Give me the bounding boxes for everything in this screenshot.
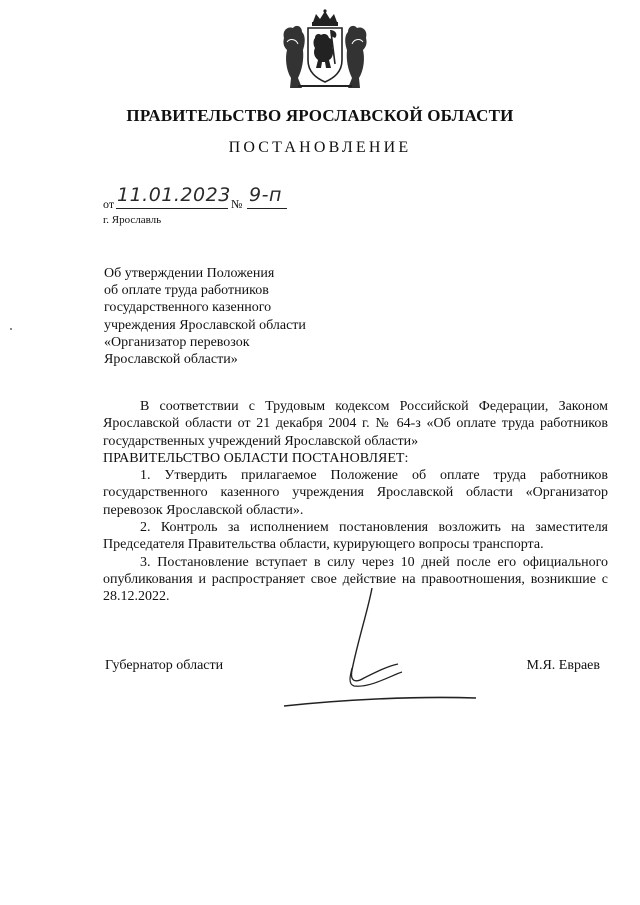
preamble-paragraph: В соответствии с Трудовым кодексом Российской Федерации, Законом Ярославской области от 21 декабря 2004 г. № 64-з «Об оплате труда работников государственных учреждений Ярославской области» bbox=[103, 399, 608, 449]
item-paragraph-1: 1. Утвердить прилагаемое Положение об оплате труда работников государственного казенного учреждения Ярославской области «Организатор перевозок Ярославской области». bbox=[103, 468, 608, 518]
subject-line: Ярославской области» bbox=[104, 352, 238, 368]
signatory-position: Губернатор области bbox=[105, 658, 224, 673]
dateline bbox=[103, 184, 303, 214]
subject-line: учреждения Ярославской области bbox=[104, 317, 306, 333]
scan-dot bbox=[10, 328, 12, 330]
organization-title: ПРАВИТЕЛЬСТВО ЯРОСЛАВСКОЙ ОБЛАСТИ bbox=[126, 106, 514, 125]
number-prefix: № bbox=[231, 197, 243, 211]
subject-line: Об утверждении Положения bbox=[104, 266, 275, 281]
subject-line: «Организатор перевозок bbox=[104, 334, 250, 350]
subject-line: об оплате труда работников bbox=[104, 283, 269, 299]
item-paragraph-2: 2. Контроль за исполнением постановления возложить на заместителя Председателя Правительства области, курирующего вопросы транспорта. bbox=[103, 520, 608, 553]
document-subject bbox=[104, 265, 306, 368]
signatory-name: М.Я. Евраев bbox=[526, 658, 600, 673]
coat-of-arms-emblem bbox=[278, 8, 372, 92]
city-label: г. Ярославль bbox=[103, 214, 162, 226]
item-paragraph-3: 3. Постановление вступает в силу через 10 дней после его официального опубликования и распространяет свое действие на правоотношения, возникшие с 28.12.2022. bbox=[103, 554, 608, 605]
handwritten-date: 11.01.2023 bbox=[117, 184, 231, 206]
document-type-title: ПОСТАНОВЛЕНИЕ bbox=[228, 139, 412, 156]
handwritten-number: 9-п bbox=[249, 184, 282, 206]
resolves-paragraph: ПРАВИТЕЛЬСТВО ОБЛАСТИ ПОСТАНОВЛЯЕТ: bbox=[103, 450, 409, 466]
number-underline bbox=[247, 208, 287, 209]
subject-line: государственного казенного bbox=[104, 300, 272, 316]
handwritten-signature bbox=[280, 580, 480, 720]
document-body bbox=[103, 398, 608, 606]
date-underline bbox=[116, 208, 228, 209]
date-prefix: от bbox=[103, 197, 115, 211]
